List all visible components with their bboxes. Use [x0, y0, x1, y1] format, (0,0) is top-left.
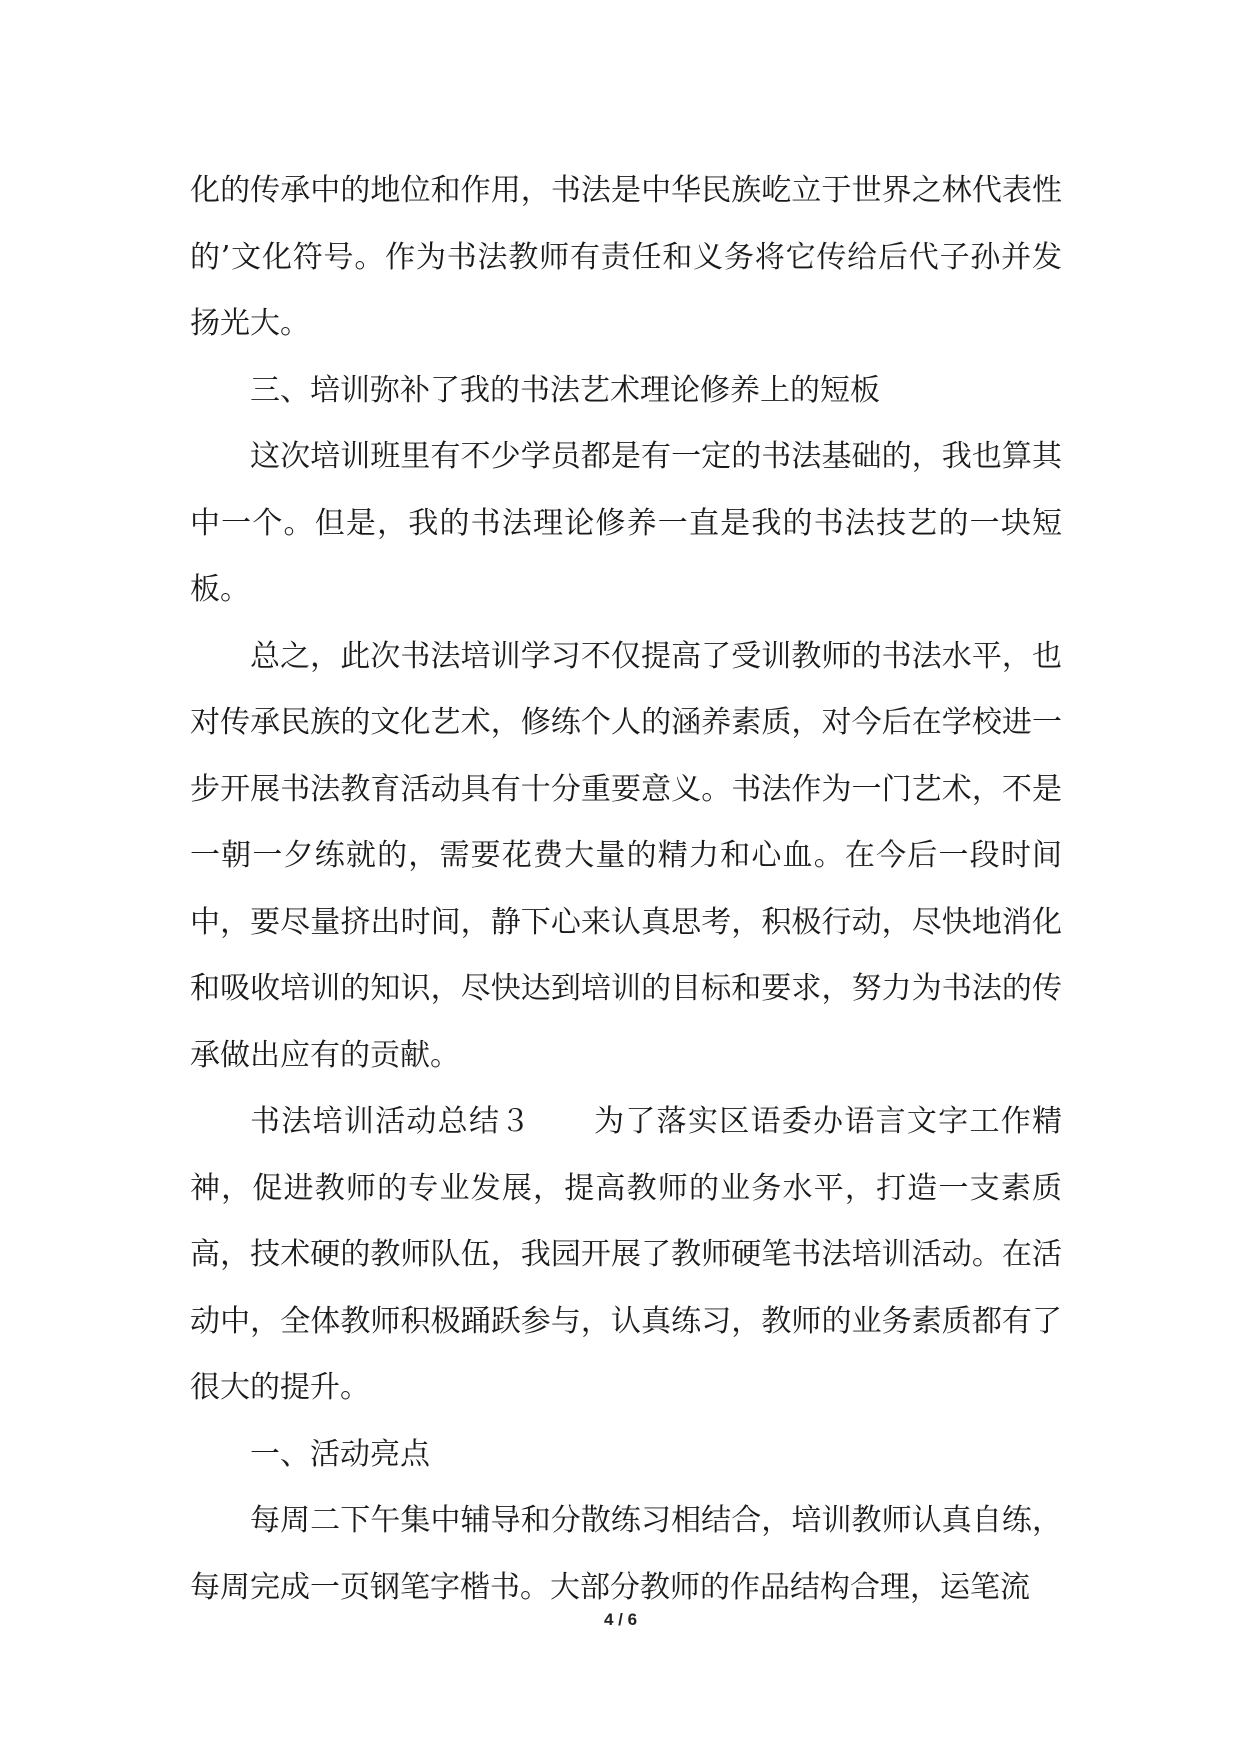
page-number: 4 / 6: [603, 1610, 638, 1629]
paragraph-4: 书法培训活动总结３ 为了落实区语委办语言文字工作精神，促进教师的专业发展，提高教师的业务水平，打造一支素质高，技术硬的教师队伍，我园开展了教师硬笔书法培训活动。在活动中，全体教师积极踊跃参与，认真练习，教师的业务素质都有了很大的提升。: [190, 1104, 1062, 1405]
paragraph-5: 每周二下午集中辅导和分散练习相结合，培训教师认真自练，每周完成一页钢笔字楷书。大部分教师的作品结构合理，运笔流: [190, 1503, 1062, 1605]
section-heading-3: 三、培训弥补了我的书法艺术理论修养上的短板: [250, 372, 880, 408]
paragraph-3: 总之，此次书法培训学习不仅提高了受训教师的书法水平，也对传承民族的文化艺术，修练个人的涵养素质，对今后在学校进一步开展书法教育活动具有十分重要意义。书法作为一门艺术，不是一朝一夕练就的，需要花费大量的精力和心血。在今后一段时间中，要尽量挤出时间，静下心来认真思考，积极行动，尽快地消化和吸收培训的知识，尽快达到培训的目标和要求，努力为书法的传承做出应有的贡献。: [190, 638, 1062, 1073]
paragraph-2: 这次培训班里有不少学员都是有一定的书法基础的，我也算其中一个。但是，我的书法理论修养一直是我的书法技艺的一块短板。: [190, 439, 1062, 607]
section-heading-1: 一、活动亮点: [250, 1436, 430, 1472]
document-body: [190, 158, 1062, 1621]
paragraph-1: 化的传承中的地位和作用，书法是中华民族屹立于世界之林代表性的’文化符号。作为书法教师有责任和义务将它传给后代子孙并发扬光大。: [190, 173, 1062, 341]
